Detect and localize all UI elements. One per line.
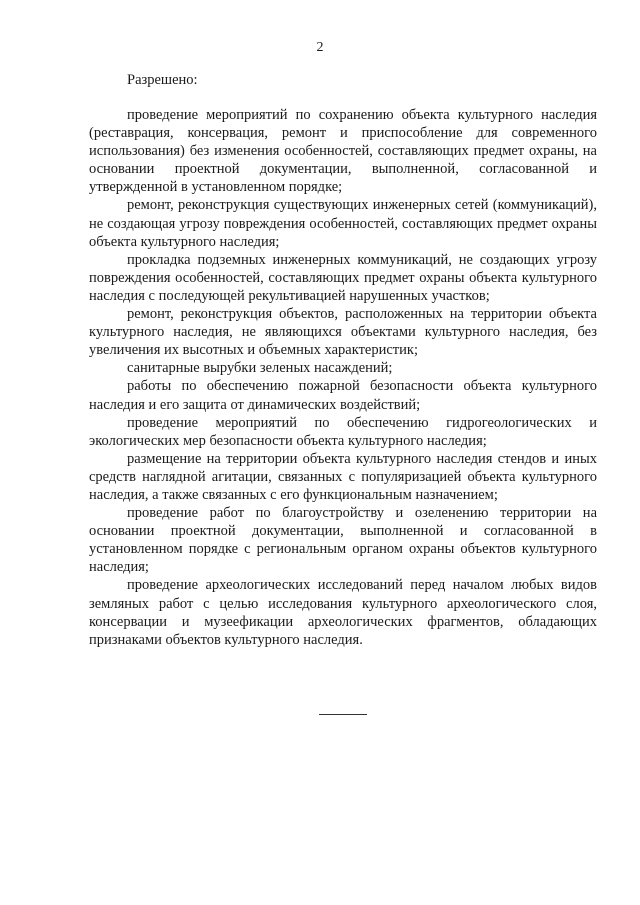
permitted-item: проведение археологических исследований перед началом любых видов земляных работ с целью исследования культурного археологического слоя, консервации и музеефикации археологических фрагментов, обладающих признаками объектов культурного наследия. <box>89 577 597 648</box>
permitted-item: ремонт, реконструкция существующих инженерных сетей (коммуникаций), не создающая угрозу повреждения особенностей, составляющих предмет охраны объекта культурного наследия; <box>89 197 597 250</box>
permitted-item: проведение мероприятий по сохранению объекта культурного наследия (реставрация, консервация, ремонт и приспособление для современного использования) без изменения особенностей, составляющих предмет охраны, на основании проектной документации, выполненной, согласованной и утвержденной в установленном порядке; <box>89 107 597 196</box>
permitted-heading: Разрешено: <box>127 72 198 88</box>
permitted-item: работы по обеспечению пожарной безопасности объекта культурного наследия и его защита от динамических воздействий; <box>89 378 597 413</box>
page-number: 2 <box>316 40 324 55</box>
permitted-item: прокладка подземных инженерных коммуникаций, не создающих угрозу повреждения особенностей, составляющих предмет охраны объекта культурного наследия с последующей рекультивацией нарушенных участков; <box>89 251 597 304</box>
permitted-item: проведение работ по благоустройству и озеленению территории на основании проектной документации, выполненной и согласованной в установленном порядке с региональным органом охраны объектов культурного наследия; <box>89 505 597 576</box>
end-separator-line <box>319 714 367 715</box>
permitted-item: проведение мероприятий по обеспечению гидрогеологических и экологических мер безопасности объекта культурного наследия; <box>89 414 597 449</box>
permitted-list <box>89 106 597 649</box>
permitted-item: ремонт, реконструкция объектов, расположенных на территории объекта культурного наследия, не являющихся объектами культурного наследия, без увеличения их высотных и объемных характеристик; <box>89 306 597 359</box>
permitted-item: санитарные вырубки зеленых насаждений; <box>127 360 393 377</box>
permitted-item: размещение на территории объекта культурного наследия стендов и иных средств наглядной агитации, связанных с популяризацией объекта культурного наследия, а также связанных с его функциональным назначением; <box>89 450 597 503</box>
